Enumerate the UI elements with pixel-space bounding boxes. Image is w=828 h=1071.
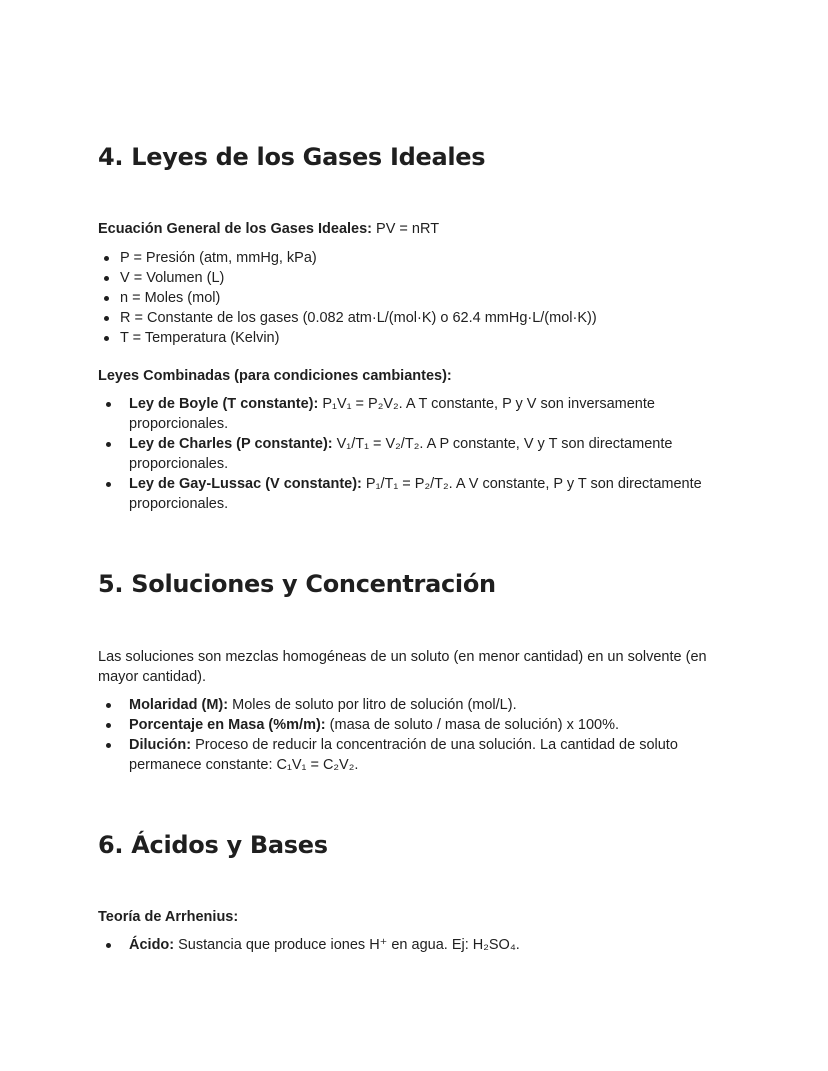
ideal-gas-equation (98, 219, 439, 239)
gas-laws-list (98, 394, 738, 514)
combined-laws-label-text: Leyes Combinadas (para condiciones cambiantes): (98, 368, 452, 384)
acids-bases-list (98, 935, 738, 955)
item-term: Dilución: (129, 737, 192, 753)
ideal-gas-equation-value: PV = nRT (376, 221, 440, 237)
list-item: n = Moles (mol) (98, 288, 738, 308)
law-text: P₁/T₁ = P₂/T₂. A V constante, P y T son directamente proporcionales. (129, 476, 702, 512)
item-text: Proceso de reducir la concentración de una solución. La cantidad de soluto permanece constante: C₁V₁ = C₂V₂. (129, 737, 678, 773)
gas-variables-list (98, 248, 738, 348)
list-item (98, 434, 738, 474)
law-text: P₁V₁ = P₂V₂. A T constante, P y V son inversamente proporcionales. (129, 396, 655, 432)
solutions-intro: Las soluciones son mezclas homogéneas de un soluto (en menor cantidad) en un solvente (en mayor cantidad). (98, 649, 707, 685)
list-item (98, 935, 738, 955)
list-item: R = Constante de los gases (0.082 atm·L/(mol·K) o 62.4 mmHg·L/(mol·K)) (98, 308, 738, 328)
list-item (98, 715, 738, 735)
list-item (98, 474, 738, 514)
list-item (98, 735, 738, 775)
list-item (98, 394, 738, 434)
ideal-gas-equation-label: Ecuación General de los Gases Ideales: (98, 221, 373, 237)
section-6-heading: 6. Ácidos y Bases (98, 831, 328, 859)
section-4-heading: 4. Leyes de los Gases Ideales (98, 143, 486, 171)
item-term: Porcentaje en Masa (%m/m): (129, 717, 326, 733)
item-text: Moles de soluto por litro de solución (mol/L). (232, 697, 517, 713)
section-5-heading: 5. Soluciones y Concentración (98, 570, 496, 598)
list-item: T = Temperatura (Kelvin) (98, 328, 738, 348)
item-text: (masa de soluto / masa de solución) x 100%. (329, 717, 619, 733)
list-item: V = Volumen (L) (98, 268, 738, 288)
arrhenius-label (98, 907, 238, 927)
list-item (98, 695, 738, 715)
concentration-list (98, 695, 738, 775)
law-term: Ley de Charles (P constante): (129, 436, 333, 452)
arrhenius-label-text: Teoría de Arrhenius: (98, 909, 239, 925)
item-text: Sustancia que produce iones H⁺ en agua. Ej: H₂SO₄. (178, 937, 520, 953)
law-term: Ley de Boyle (T constante): (129, 396, 319, 412)
combined-laws-label (98, 366, 452, 386)
item-term: Ácido: (129, 937, 175, 953)
list-item: P = Presión (atm, mmHg, kPa) (98, 248, 738, 268)
item-term: Molaridad (M): (129, 697, 229, 713)
law-term: Ley de Gay-Lussac (V constante): (129, 476, 362, 492)
law-text: V₁/T₁ = V₂/T₂. A P constante, V y T son directamente proporcionales. (129, 436, 673, 472)
